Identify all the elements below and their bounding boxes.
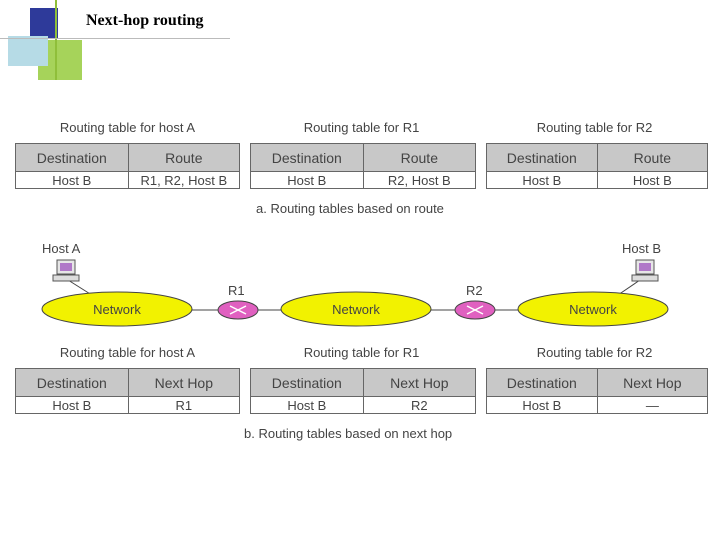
table-a3-title: Routing table for R2 (536, 120, 653, 135)
table-b2-title: Routing table for R1 (303, 345, 420, 360)
cell-route: Host B (597, 172, 707, 189)
cell-destination: Host B (487, 172, 598, 189)
router-r1-label: R1 (228, 283, 245, 298)
host-a-label: Host A (42, 241, 81, 256)
nexthop-table-r1 (250, 368, 476, 414)
table-b3-title: Routing table for R2 (536, 345, 653, 360)
cell-destination: Host B (251, 172, 364, 189)
cell-route: R2, Host B (363, 172, 475, 189)
caption-b: b. Routing tables based on next hop (244, 426, 453, 441)
header-destination: Destination (487, 369, 598, 397)
header-next-hop: Next Hop (363, 369, 475, 397)
router-r1-icon (218, 301, 258, 319)
header-route: Route (597, 144, 707, 172)
header-next-hop: Next Hop (597, 369, 707, 397)
header-destination: Destination (16, 144, 129, 172)
header-destination: Destination (251, 144, 364, 172)
cell-route: R1, R2, Host B (128, 172, 239, 189)
cell-next-hop: R2 (363, 397, 475, 414)
caption-a: a. Routing tables based on route (256, 201, 444, 216)
table-a2-title: Routing table for R1 (303, 120, 420, 135)
header-destination: Destination (251, 369, 364, 397)
cell-destination: Host B (487, 397, 598, 414)
network-label-1: Network (93, 302, 141, 317)
network-label-3: Network (569, 302, 617, 317)
router-r2-icon (455, 301, 495, 319)
slide-title: Next-hop routing (86, 12, 204, 29)
host-b-computer-icon (632, 260, 658, 281)
nexthop-table-host-a (15, 368, 240, 414)
router-r2-label: R2 (466, 283, 483, 298)
header-route: Route (363, 144, 475, 172)
host-b-label: Host B (622, 241, 662, 256)
cell-next-hop: R1 (128, 397, 239, 414)
table-a1-title: Routing table for host A (59, 120, 196, 135)
nexthop-table-r2 (486, 368, 708, 414)
cell-destination: Host B (16, 172, 129, 189)
header-route: Route (128, 144, 239, 172)
cell-destination: Host B (251, 397, 364, 414)
network-label-2: Network (332, 302, 380, 317)
header-destination: Destination (487, 144, 598, 172)
header-destination: Destination (16, 369, 129, 397)
cell-destination: Host B (16, 397, 129, 414)
cell-next-hop: — (597, 397, 707, 414)
header-next-hop: Next Hop (128, 369, 239, 397)
table-b1-title: Routing table for host A (59, 345, 196, 360)
host-a-computer-icon (53, 260, 79, 281)
